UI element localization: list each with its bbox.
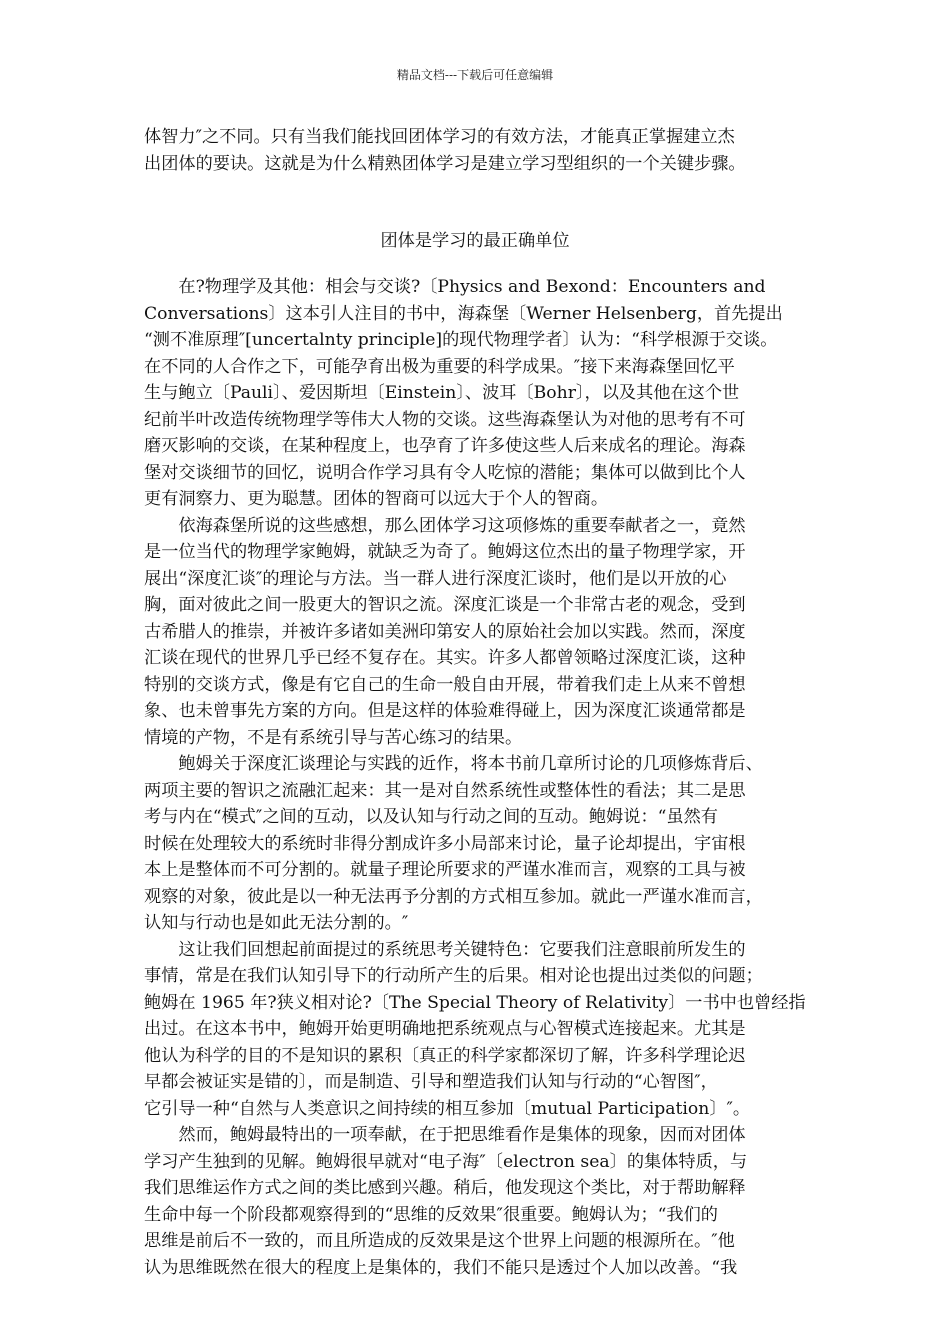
- text-line: 学习产生独到的见解。鲍姆很早就对“电子海″〔electron sea〕的集体特质，与: [144, 1151, 748, 1172]
- text-line: 认为思维既然在很大的程度上是集体的，我们不能只是透过个人加以改善。“我: [144, 1257, 738, 1278]
- section-heading: 团体是学习的最正确单位: [380, 231, 570, 251]
- text-line: 生与鲍立〔Pauli〕、爱因斯坦〔Einstein〕、波耳〔Bohr〕，以及其他在这个世: [144, 383, 740, 403]
- text-line: 思维是前后不一致的，而且所造成的反效果是这个世界上问题的根源所在。″他: [144, 1231, 735, 1251]
- page-header: 精品文档---下载后可任意编辑: [396, 68, 554, 82]
- text-line: 更有洞察力、更为聪慧。团体的智商可以远大于个人的智商。: [144, 489, 609, 509]
- body-text: [144, 274, 824, 1281]
- text-line: 生命中每一个阶段都观察得到的“思维的反效果″很重要。鲍姆认为；“我们的: [144, 1204, 718, 1225]
- text-line: 情境的产物，不是有系统引导与苦心练习的结果。: [144, 727, 523, 748]
- text-line: 象、也未曾事先方案的方向。但是这样的体验难得碰上，因为深度汇谈通常都是: [144, 701, 746, 721]
- text-line: 时候在处理较大的系统时非得分割成许多小局部来讨论，量子论却提出，宇宙根: [144, 833, 746, 854]
- text-line: 我们思维运作方式之间的类比感到兴趣。稍后，他发现这个类比，对于帮助解释: [144, 1178, 746, 1198]
- text-line: “测不准原理″[uncertalnty principle]的现代物理学者〕认为：“科学根源于交谈。: [144, 330, 778, 350]
- text-line: 这让我们回想起前面提过的系统思考关键特色：它要我们注意眼前所发生的: [144, 939, 746, 960]
- text-line: 在不同的人合作之下，可能孕育出极为重要的科学成果。″接下来海森堡回忆平: [144, 356, 735, 377]
- text-line: 出团体的要诀。这就是为什么精熟团体学习是建立学习型组织的一个关键步骤。: [144, 153, 746, 174]
- text-line: Conversations〕这本引人注目的书中，海森堡〔Werner Helsenberg，首先提出: [144, 303, 783, 324]
- text-line: 是一位当代的物理学家鲍姆，就缺乏为奇了。鲍姆这位杰出的量子物理学家，开: [144, 542, 746, 562]
- intro-paragraph: [144, 124, 820, 177]
- text-line: 依海森堡所说的这些感想，那么团体学习这项修炼的重要奉献者之一，竟然: [144, 515, 746, 536]
- text-line: 胸，面对彼此之间一股更大的智识之流。深度汇谈是一个非常古老的观念，受到: [144, 595, 746, 615]
- text-line: 特别的交谈方式，像是有它自己的生命一般自由开展，带着我们走上从来不曾想: [144, 674, 746, 695]
- text-line: 它引导一种“自然与人类意识之间持续的相互参加〔mutual Participation〕″。: [144, 1098, 751, 1119]
- text-line: 他认为科学的目的不是知识的累积〔真正的科学家都深切了解，许多科学理论迟: [144, 1045, 746, 1066]
- text-line: 磨灭影响的交谈，在某种程度上，也孕育了许多使这些人后来成名的理论。海森: [144, 436, 746, 456]
- text-line: 两项主要的智识之流融汇起来：其一是对自然系统性或整体性的看法；其二是思: [144, 780, 746, 801]
- text-line: 展出“深度汇谈″的理论与方法。当一群人进行深度汇谈时，他们是以开放的心: [144, 568, 727, 589]
- text-line: 纪前半叶改造传统物理学等伟大人物的交谈。这些海森堡认为对他的思考有不可: [144, 409, 746, 430]
- text-line: 体智力″之不同。只有当我们能找回团体学习的有效方法，才能真正掌握建立杰: [144, 127, 735, 147]
- text-line: 在?物理学及其他：相会与交谈?〔Physics and Bexond：Encounters and: [144, 277, 766, 297]
- text-line: 观察的对象，彼此是以一种无法再予分割的方式相互参加。就此一严谨水准而言，: [144, 886, 763, 907]
- text-line: 事情，常是在我们认知引导下的行动所产生的后果。相对论也提出过类似的问题；: [144, 966, 763, 986]
- text-line: 鲍姆在 1965 年?狭义相对论?〔The Special Theory of Relativity〕一书中也曾经指: [144, 992, 806, 1013]
- text-line: 堡对交谈细节的回忆，说明合作学习具有令人吃惊的潜能；集体可以做到比个人: [144, 462, 746, 483]
- text-line: 古希腊人的推崇，并被许多诸如美洲印第安人的原始社会加以实践。然而，深度: [144, 621, 746, 642]
- text-line: 认知与行动也是如此无法分割的。″: [144, 913, 409, 933]
- text-line: 早都会被证实是错的〕，而是制造、引导和塑造我们认知与行动的“心智图″，: [144, 1072, 718, 1092]
- text-line: 考与内在“模式″之间的互动，以及认知与行动之间的互动。鲍姆说：“虽然有: [144, 807, 718, 827]
- text-line: 然而，鲍姆最特出的一项奉献，在于把思维看作是集体的现象，因而对团体: [144, 1125, 746, 1145]
- text-line: 出过。在这本书中，鲍姆开始更明确地把系统观点与心智模式连接起来。尤其是: [144, 1019, 746, 1039]
- text-line: 汇谈在现代的世界几乎已经不复存在。其实。许多人都曾领略过深度汇谈，这种: [144, 648, 746, 668]
- text-line: 鲍姆关于深度汇谈理论与实践的近作，将本书前几章所讨论的几项修炼背后、: [144, 754, 763, 774]
- text-line: 本上是整体而不可分割的。就量子理论所要求的严谨水准而言，观察的工具与被: [144, 860, 746, 880]
